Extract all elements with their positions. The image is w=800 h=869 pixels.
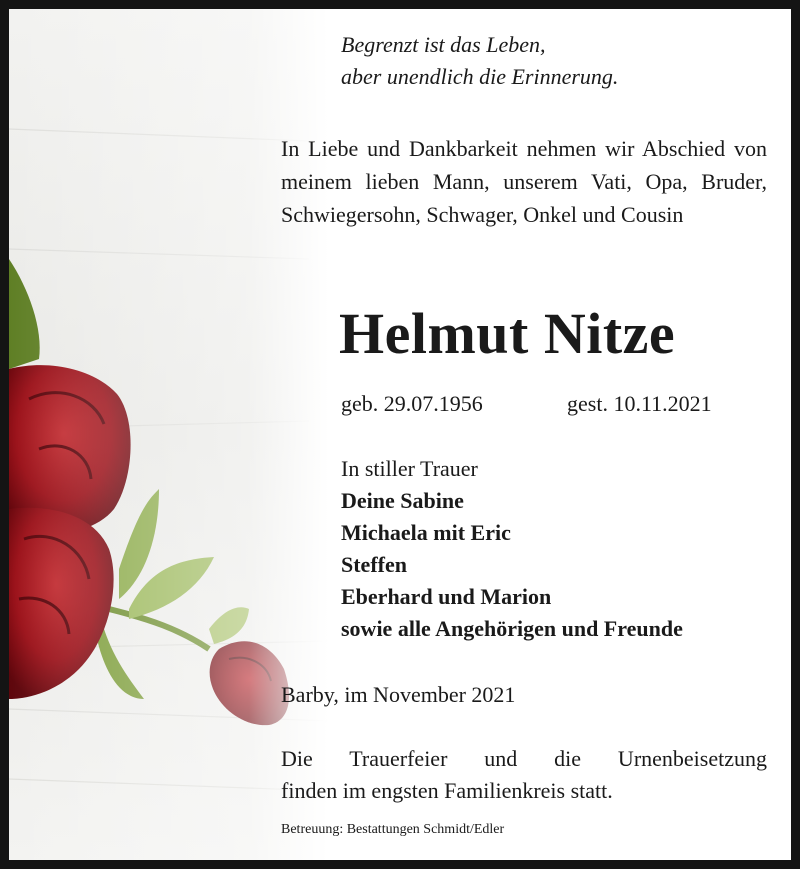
ceremony-line-2: finden im engsten Familienkreis statt. bbox=[281, 778, 613, 803]
ceremony-line-1: Die Trauerfeier und die Urnenbeisetzung bbox=[281, 746, 767, 771]
mourners-list bbox=[341, 453, 781, 645]
death-date: gest. 10.11.2021 bbox=[567, 391, 712, 416]
mourner-name: Steffen bbox=[341, 552, 407, 577]
mourner-name: Deine Sabine bbox=[341, 488, 464, 513]
motto-line-1: Begrenzt ist das Leben, bbox=[341, 32, 546, 57]
mourner-name: Michaela mit Eric bbox=[341, 520, 511, 545]
mourner-name: sowie alle Angehörigen und Freunde bbox=[341, 616, 683, 641]
life-dates bbox=[341, 389, 771, 419]
place-and-date: Barby, im November 2021 bbox=[281, 682, 516, 707]
motto-quote bbox=[341, 29, 761, 93]
birth-date: geb. 29.07.1956 bbox=[341, 391, 483, 416]
ceremony-notice bbox=[281, 743, 767, 807]
deceased-name: Helmut Nitze bbox=[339, 301, 676, 366]
mourner-name: Eberhard und Marion bbox=[341, 584, 552, 609]
mourning-heading: In stiller Trauer bbox=[341, 456, 478, 481]
motto-line-2: aber unendlich die Erinnerung. bbox=[341, 64, 619, 89]
funeral-home-credit: Betreuung: Bestattungen Schmidt/Edler bbox=[281, 822, 505, 837]
farewell-text: In Liebe und Dankbarkeit nehmen wir Abschied von meinem lieben Mann, unserem Vati, Opa, Bruder, Schwiegersohn, Schwager, Onkel und Cousin bbox=[281, 136, 767, 227]
